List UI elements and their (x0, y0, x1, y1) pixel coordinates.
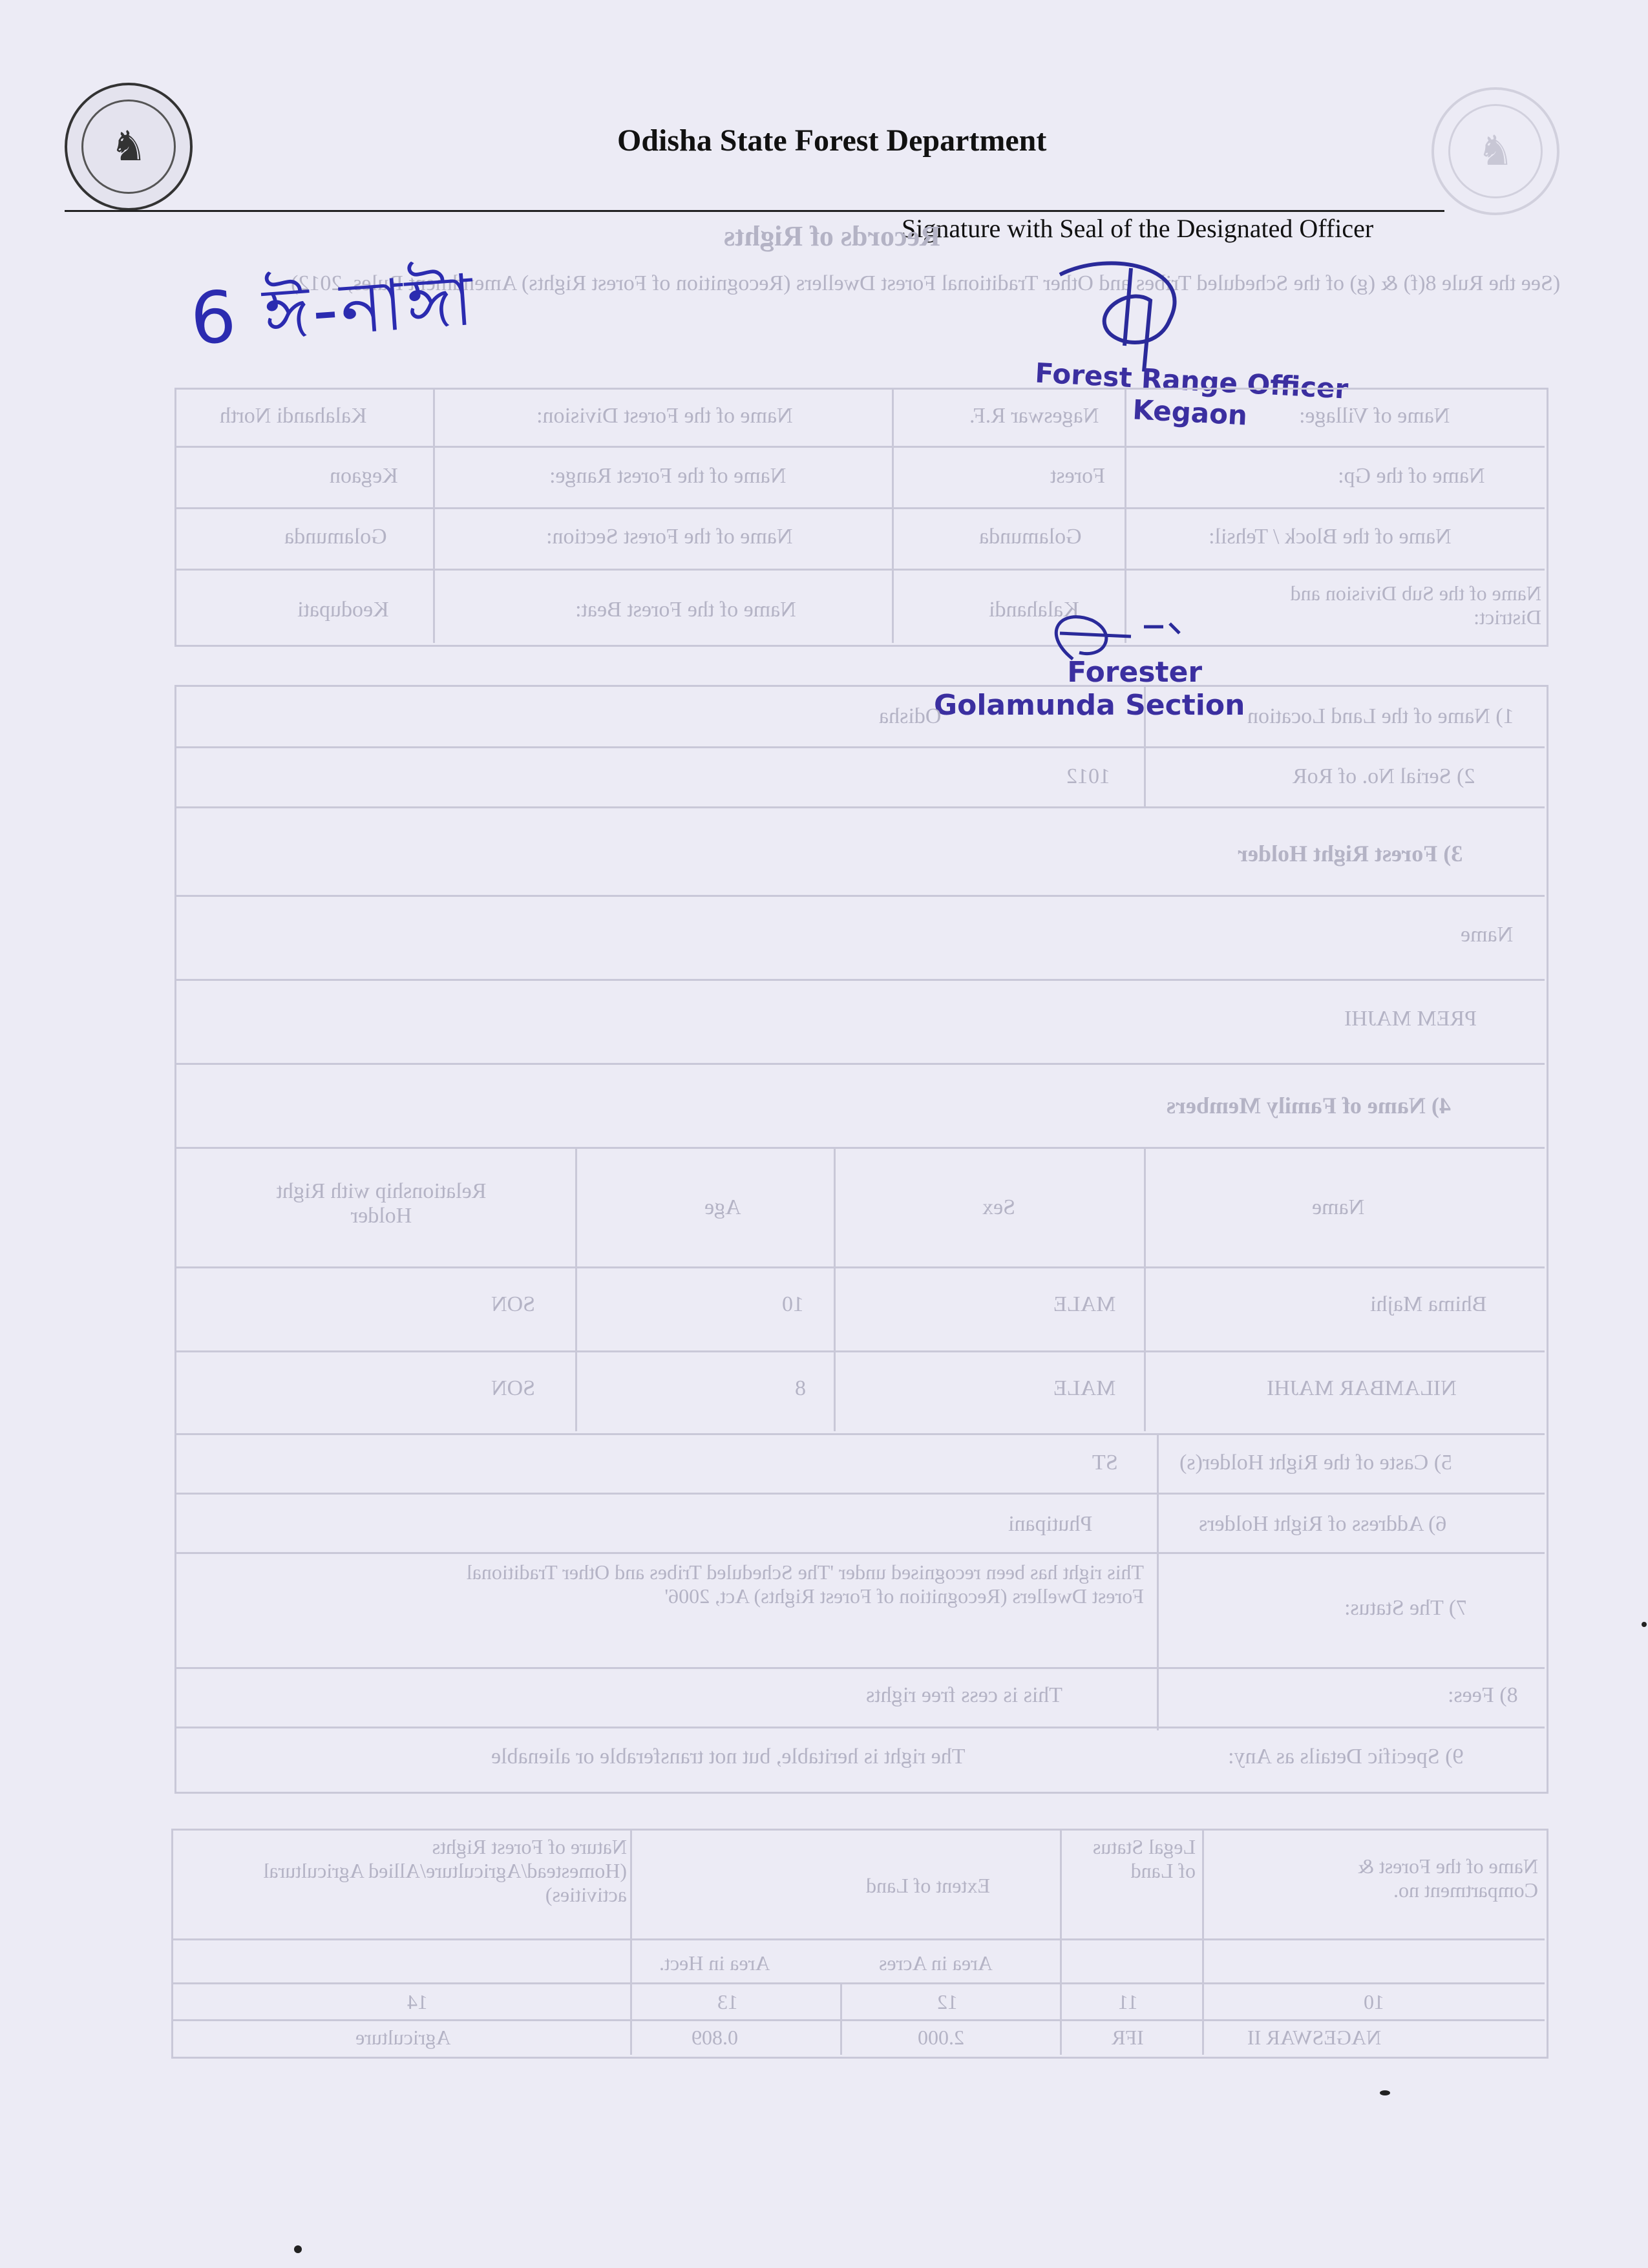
bleed-row-divider (174, 1266, 1545, 1268)
bleed-cell: 6) Address of Right Holders (1199, 1512, 1447, 1536)
bleed-cell: Name of the Sub Division and District: (1290, 582, 1541, 629)
bleed-cell: Nature of Forest Rights (Homestead/Agriculture/Allied Agricultural activities) (263, 1835, 627, 1906)
forester-stamp-section: Golamunda Section (934, 689, 1245, 722)
bleed-cell: Golamunda (979, 525, 1082, 549)
bleed-cell: Name of the Gp: (1338, 464, 1485, 488)
bleed-row-divider (171, 2019, 1545, 2021)
bleed-row-divider (174, 1350, 1545, 1352)
bleed-row-divider (174, 746, 1545, 748)
bleed-row-divider (174, 895, 1545, 897)
bleed-col-divider (433, 388, 435, 643)
bleed-row-divider (174, 1147, 1545, 1149)
handwritten-note: 6 ঈ-নাঈা (187, 258, 479, 361)
bleed-row-divider (174, 1667, 1545, 1669)
bleed-col-divider (892, 388, 894, 643)
bleed-cell: SON (491, 1292, 536, 1316)
bleed-cell: Golamunda (284, 525, 387, 549)
bleed-col-divider (1202, 1829, 1204, 2055)
bleed-col-divider (1144, 685, 1146, 806)
bleed-cell: NILAMBAR MAJHI (1267, 1376, 1457, 1400)
bleed-cell: Kalahandi (989, 598, 1079, 622)
bleed-cell: ST (1092, 1451, 1118, 1475)
range-officer-stamp-place: Kegaon (1132, 394, 1249, 432)
bleed-cell: This right has been recognised under 'The Scheduled Tribes and Other Traditional Forest Dwellers (Recognition of Forest Rights) Act, 2006' (466, 1560, 1144, 1608)
bleed-cell: 2) Serial No. of RoR (1293, 764, 1475, 788)
bleed-col-divider (1060, 1829, 1062, 2055)
bleed-cell: 10 (782, 1292, 804, 1316)
bleed-cell: 14 (407, 1990, 428, 2013)
bleed-col-divider (834, 1147, 836, 1431)
bleed-col-divider (1125, 388, 1126, 643)
bleed-cell: MALE (1053, 1376, 1116, 1400)
bleed-cell: Agriculture (355, 2026, 451, 2049)
bleed-cell: IFR (1112, 2026, 1144, 2049)
bleed-col-divider (1157, 1433, 1159, 1730)
bleed-cell: Name of the Forest Beat: (575, 598, 796, 622)
bleed-row-divider (174, 1727, 1545, 1728)
bleed-cell: 10 (1364, 1990, 1384, 2013)
bleed-row-divider (174, 1552, 1545, 1554)
bleed-cell: Name of the Forest Division: (536, 404, 793, 428)
bleed-cell: The right is heritable, but not transferable or alienable (491, 1745, 966, 1769)
bleed-cell: 5) Caste of the Right Holder(s) (1179, 1451, 1453, 1475)
bleed-row-divider (174, 569, 1545, 571)
bleed-col-divider (1144, 1147, 1146, 1431)
bleed-intro: (See the Rule 8(f) & (g) of the Scheduled Tribes and Other Traditional Forest Dwellers (Recognition of Forest Rights) Amendment Rules, 2012) (291, 271, 1561, 295)
bleed-cell: Name of the Forest Section: (546, 525, 793, 549)
bleed-cell: 4) Name of Family Members (1167, 1093, 1451, 1118)
bleed-cell: Age (704, 1195, 741, 1219)
signature-label: Signature with Seal of the Designated Officer (902, 214, 1374, 243)
bleed-cell: Area in Acres (879, 1951, 993, 1975)
bleed-row-divider (174, 1493, 1545, 1495)
bleed-row-divider (174, 1433, 1545, 1435)
bleed-row-divider (171, 1938, 1545, 1940)
bleed-cell: Name of the Forest & Compartment no. (1357, 1854, 1538, 1902)
bleed-cell: Kalahandi North (220, 404, 367, 428)
bleed-cell: Forest (1050, 464, 1105, 488)
bleed-cell: Name of the Block / Tehsil: (1209, 525, 1452, 549)
bleed-cell: Bhima Majhi (1370, 1292, 1487, 1316)
bleed-cell: 12 (937, 1990, 958, 2013)
bleed-cell: Name (1461, 923, 1514, 947)
bleed-cell: 8) Fees: (1448, 1683, 1518, 1707)
forester-stamp-title: Forester (1067, 656, 1203, 689)
bleed-row-divider (174, 806, 1545, 808)
bleed-cell: NAGESWAR II (1247, 2026, 1382, 2049)
bleed-cell: 11 (1118, 1990, 1138, 2013)
department-title: Odisha State Forest Department (617, 123, 1047, 158)
bleed-cell: 7) The Status: (1344, 1596, 1468, 1620)
bleed-cell: Name (1312, 1195, 1365, 1219)
bleed-cell: 1) Name of the Land Location (1247, 704, 1514, 728)
bleed-row-divider (174, 1063, 1545, 1065)
bleed-cell: 3) Forest Right Holder (1238, 841, 1463, 866)
bleed-cell: Nageswar R.F. (969, 404, 1099, 428)
header-divider (65, 210, 1444, 212)
bleed-cell: Name of Village: (1299, 404, 1450, 428)
bleed-col-divider (630, 1829, 632, 2055)
bleed-col-divider (575, 1147, 577, 1431)
bleed-cell: Keodupati (297, 598, 389, 622)
bleed-cell: MALE (1053, 1292, 1116, 1316)
bleed-cell: Phutipani (1008, 1512, 1093, 1536)
bleed-row-divider (174, 507, 1545, 509)
bleed-cell: SON (491, 1376, 536, 1400)
bleed-cell: PREM MAJHI (1344, 1007, 1477, 1031)
odisha-emblem-icon: ♞ (65, 83, 193, 211)
bleed-cell: Extent of Land (866, 1874, 990, 1897)
bleed-cell: 8 (795, 1376, 806, 1400)
bleed-cell: Sex (982, 1195, 1015, 1219)
bleed-cell: Odisha (879, 704, 942, 728)
bleed-cell: Legal Status of Land (1092, 1835, 1196, 1882)
bleed-cell: Area in Hect. (659, 1951, 770, 1975)
odisha-emblem-bleed-icon: ♞ (1431, 87, 1559, 215)
bleed-cell: 9) Specific Details as Any: (1228, 1745, 1464, 1769)
ink-dot (294, 2245, 302, 2253)
bleed-cell: 1012 (1066, 764, 1110, 788)
bleed-cell: 2.000 (918, 2026, 964, 2049)
bleed-row-divider (171, 1982, 1545, 1984)
bleed-cell: 0.809 (692, 2026, 738, 2049)
bleed-cell: Relationship with Right Holder (276, 1179, 487, 1228)
bleed-cell: 13 (717, 1990, 738, 2013)
bleed-heading: Records of Rights (724, 220, 940, 252)
ink-mark (1380, 2090, 1390, 2095)
bleed-cell: Name of the Forest Range: (549, 464, 787, 488)
bleed-row-divider (174, 979, 1545, 981)
bleed-col-divider (840, 1982, 842, 2055)
range-officer-stamp-title: Forest Range Officer (1034, 357, 1349, 405)
bleed-row-divider (174, 446, 1545, 448)
bleed-cell: Kegaon (330, 464, 398, 488)
bleed-cell: This is cess free rights (866, 1683, 1063, 1707)
ink-dot (1642, 1622, 1647, 1627)
